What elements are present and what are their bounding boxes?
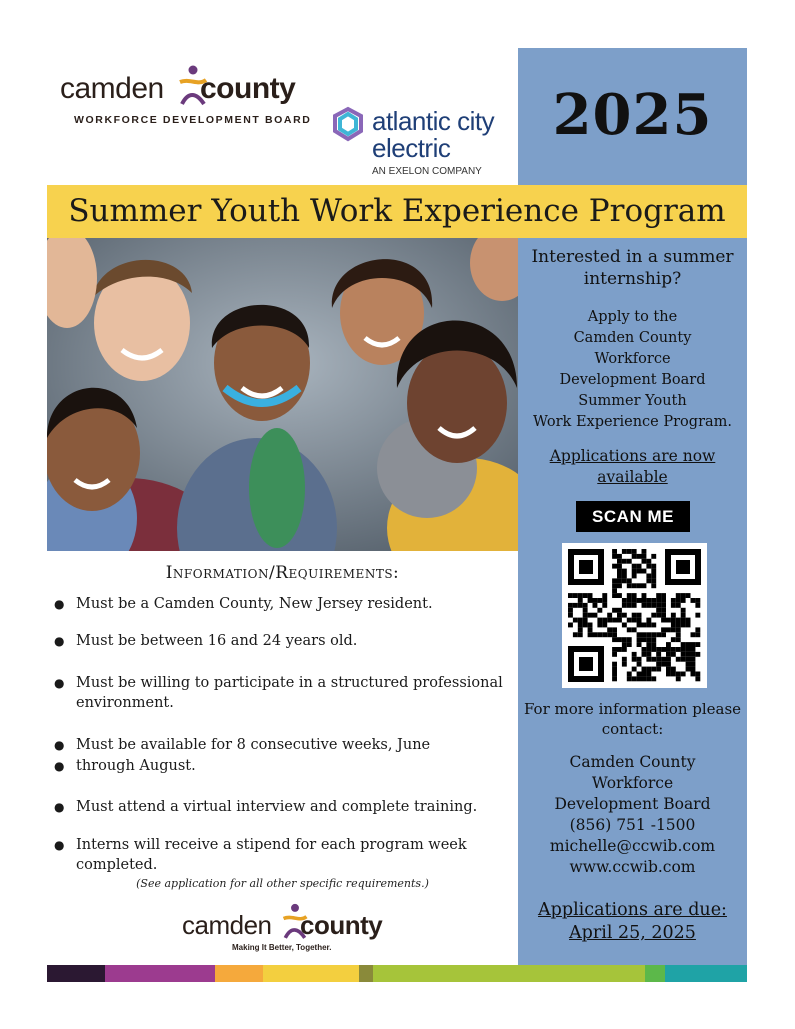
requirement-text: Must be a Camden County, New Jersey resident.: [76, 596, 433, 612]
contact-org: Workforce: [591, 774, 674, 792]
stripe-segment: [665, 965, 747, 982]
requirement-text: Must attend a virtual interview and complete training.: [76, 799, 478, 815]
apply-line: Work Experience Program.: [532, 414, 733, 430]
contact-block: [522, 752, 743, 878]
stripe-segment: [105, 965, 215, 982]
contact-phone[interactable]: (856) 751 -1500: [569, 816, 696, 834]
due-date: [522, 899, 743, 945]
apply-line: Development Board: [559, 372, 706, 388]
contact-email[interactable]: michelle@ccwib.com: [549, 837, 716, 855]
logo-word-camden: camden: [182, 910, 272, 940]
ace-line2: electric: [372, 133, 451, 163]
stripe-segment: [263, 965, 359, 982]
bullet-icon: ●: [54, 676, 65, 690]
apply-line: Camden County: [573, 330, 692, 346]
contact-website[interactable]: www.ccwib.com: [569, 858, 696, 876]
stripe-segment: [645, 965, 665, 982]
camden-county-wdb-logo: [58, 60, 318, 130]
logo-word-county: county: [300, 910, 383, 940]
logo-word-camden: camden: [60, 72, 164, 105]
bullet-icon: ●: [54, 597, 65, 611]
due-date-value: April 25, 2025: [569, 923, 696, 943]
scan-me-label: SCAN ME: [576, 501, 690, 532]
requirements-heading: Information/Requirements:: [165, 563, 400, 583]
stripe-segment: [47, 965, 105, 982]
group-photo: [47, 238, 518, 551]
camden-county-logo: [180, 900, 402, 958]
bullet-icon: ●: [54, 738, 65, 752]
apply-line: Workforce: [594, 351, 671, 367]
interested-heading: Interested in a summer internship?: [531, 247, 734, 289]
color-stripe: [47, 965, 747, 982]
apply-line: Summer Youth: [578, 393, 687, 409]
requirements-note: (See application for all other specific requirements.): [136, 877, 429, 890]
contact-org: Camden County: [569, 753, 696, 771]
stripe-segment: [215, 965, 263, 982]
atlantic-city-electric-logo: [328, 104, 520, 184]
due-label: Applications are due:: [538, 900, 727, 920]
bullet-icon: ●: [54, 634, 65, 648]
stripe-segment: [359, 965, 373, 982]
requirement-text: through August.: [76, 758, 196, 774]
logo-tagline: Making It Better, Together.: [232, 943, 332, 952]
ace-subtitle: AN EXELON COMPANY: [372, 166, 482, 177]
more-info-text: For more information please contact:: [523, 700, 742, 738]
qr-code-icon: [562, 543, 707, 688]
page-title: Summer Youth Work Experience Program: [68, 193, 726, 229]
apply-text: [522, 307, 743, 433]
contact-org: Development Board: [554, 795, 711, 813]
bullet-icon: ●: [54, 759, 65, 773]
logo-tagline: WORKFORCE DEVELOPMENT BOARD: [74, 114, 312, 126]
requirement-text: Must be willing to participate in a structured professional environment.: [76, 675, 503, 711]
requirement-text: Interns will receive a stipend for each program week completed.: [76, 837, 467, 873]
requirement-text: Must be available for 8 consecutive weeks, June: [76, 737, 431, 753]
bullet-icon: ●: [54, 800, 65, 814]
stripe-segment: [373, 965, 645, 982]
apply-line: Apply to the: [587, 309, 678, 325]
logo-word-county: county: [200, 72, 296, 105]
year-heading: 2025: [552, 82, 713, 148]
group-photo-illustration: [47, 238, 518, 551]
ace-line1: atlantic city: [372, 106, 495, 136]
bullet-icon: ●: [54, 838, 65, 852]
exelon-ring-icon: [330, 106, 366, 142]
qr-code[interactable]: [562, 543, 707, 688]
requirement-text: Must be between 16 and 24 years old.: [76, 633, 358, 649]
applications-available-text: Applications are now available: [549, 447, 716, 486]
